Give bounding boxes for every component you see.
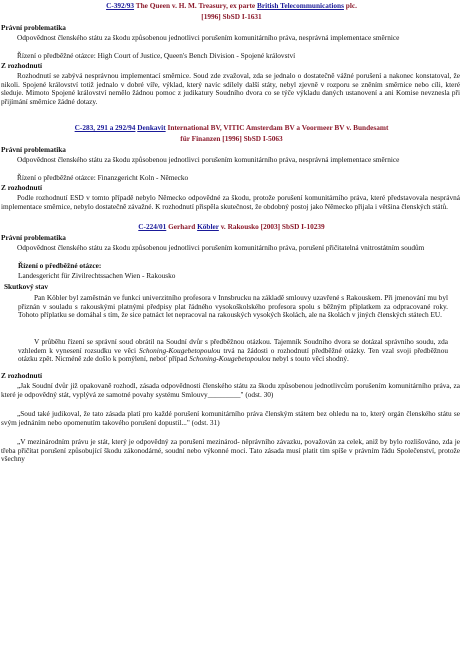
section-heading: Z rozhodnutí — [1, 61, 43, 70]
paragraph: Odpovědnost členského státu za škodu způsobenou jednotlivci porušením komunitárního práva, nesprávná implementace směrnice — [17, 155, 400, 164]
party-link[interactable]: Denkavit — [137, 123, 166, 132]
case-number-link[interactable]: C-224/01 — [138, 222, 167, 231]
paragraph: Pan Köbler byl zaměstnán ve funkci univerzitního profesora v Innsbrucku na základě smlouvy uzavřené s Rakouskem. Při jmenování mu byl přiznán v souladu s rakouskými platnými předpisy plat řádného vysokoškolského profesora spolu s běžným příplatkem za odpracované roky. Tohoto příplatku se domáhal s tím, že sice patnáct let nepracoval na rakouských vysokých školách, ale na školách v jiných členských státech EU. — [18, 293, 448, 320]
case-title — [0, 124, 463, 133]
case-name-italic: Schoning-Kougebetopoulou — [189, 354, 271, 364]
party-link[interactable]: Köbler — [197, 222, 219, 231]
paragraph: Řízení o předběžné otázce: Finanzgericht Koln - Německo — [17, 173, 189, 182]
case-parties: International BV, VITIC Amsterdam BV a Voormeer BV v. Bundesamt — [167, 123, 389, 132]
paragraph: Landesgericht für Zivilrechtssachen Wien - Rakousko — [18, 271, 176, 280]
case-citation: [2003] SbSD I-10239 — [260, 222, 325, 231]
paragraph: Odpovědnost členského státu za škodu způsobenou jednotlivci porušením komunitárního práva, nesprávná implementace směrnice — [17, 33, 400, 42]
section-heading: Právní problematika — [1, 23, 66, 32]
case-parties-suffix: plc. — [345, 1, 357, 10]
paragraph: Rozhodnutí se zabývá nesprávnou implementací směrnice. Soud zde zvažoval, zda se jednalo o dostatečně vážné porušení a nakonec konstatoval, že nikoli. Spojené království totiž jednalo v dobré víře, výklad, který navíc sdílely další státy, nebyl zjevně v rozporu se zněním směrnice nebo cíli, které sleduje. Mimoto Spojené království nemělo žádnou pomoc z judikatury Soudního dvora co se týče výkladu daných ustanovení a ani Komise nevznesla při přijímání směrnice žádné dotazy. — [1, 71, 460, 106]
text-run: V průběhu řízení se správní soud obrátil na Soudní dvůr s předběžnou otázkou. Tajemník Soudního dvora se dotázal správního soudu, zda vzhledem k vynesení rozsudku ve věci — [18, 337, 448, 355]
section-heading: Z rozhodnutí — [1, 371, 43, 380]
text-run: trvá na žádosti o rozhodnutí předběžné otázky. Ten vzal svoji předběžnou otázku zpět. Nicméně zde došlo k pomýlení, neboť případ — [18, 345, 448, 364]
text-run: nebyl s touto věcí shodný. — [272, 354, 349, 364]
paragraph: Odpovědnost členského státu za škodu způsobenou jednotlivci porušením komunitárního práva, porušení přičitatelná vnitrostátním soudům — [17, 243, 425, 252]
section-heading: Skutkový stav — [4, 282, 48, 291]
paragraph — [18, 338, 448, 364]
case-number-link[interactable]: C-392/93 — [106, 1, 135, 10]
case-parties: The Queen v. H. M. Treasury, ex parte — [135, 1, 256, 10]
quote: „Soud také judikoval, že tato zásada platí pro každé porušení komunitárního práva členským státem bez ohledu na to, který orgán členského státu se svým jednáním nebo opomenutím takového porušení dopustil..." (odst. 31) — [1, 409, 460, 427]
section-heading: Z rozhodnutí — [1, 183, 43, 192]
party-link[interactable]: British Telecommunications — [256, 1, 344, 10]
paragraph: Podle rozhodnutí ESD v tomto případě nebylo Německo odpovědné za škodu, protože porušení komunitárního práva, které představovala nesprávná implementace směrnice, nebylo dostatečně závažné. K rozhodnutí přispěla skutečnost, že obdobný postoj jako Německo přijala i většina členských států. — [1, 193, 460, 211]
case-name-italic: Schoning-Kougebetopoulou — [138, 345, 221, 355]
case-citation: [1996] SbSD I-1631 — [201, 12, 262, 21]
case-citation: für Finanzen [1996] SbSD I-5063 — [180, 134, 283, 143]
section-heading: Řízení o předběžné otázce: — [18, 261, 102, 270]
case-title — [0, 2, 463, 11]
quote: „V mezinárodním právu je stát, který je odpovědný za porušení mezinárod- něprávního závazku, považován za celek, aniž by bylo rozlišováno, zda je třeba přičítat porušení způsobující škodu zákonodárné, soudní nebo výkonné moci. Tato zásada musí platit tím spíše v právním řádu Společenství, protože všechny — [1, 437, 460, 464]
quote: „Jak Soudní dvůr již opakovaně rozhodl, zásada odpovědnosti členského státu za škodu způsobenou jednotlivcům porušením komunitárního práva, za které je odpovědný stát, vyplývá ze samotné povahy systému Smlouvy_________" (odst. 30) — [1, 381, 460, 399]
case-parties-suffix: v. Rakousko — [220, 222, 259, 231]
paragraph: Řízení o předběžné otázce: High Court of Justice, Queen's Bench Division - Spojené království — [17, 51, 296, 60]
case-parties: Gerhard — [168, 222, 196, 231]
section-heading: Právní problematika — [1, 145, 66, 154]
case-title — [0, 223, 463, 232]
section-heading: Právní problematika — [1, 233, 66, 242]
case-number-link[interactable]: C-283, 291 a 292/94 — [74, 123, 136, 132]
